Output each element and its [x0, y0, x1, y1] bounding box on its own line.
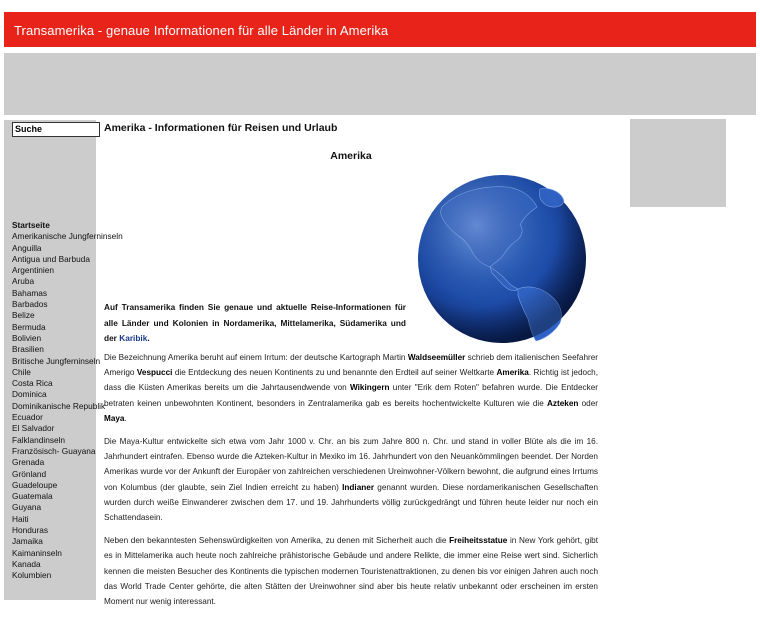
nav-item[interactable]: Amerikanische Jungferninseln	[12, 231, 123, 242]
nav-item[interactable]: Honduras	[12, 525, 48, 536]
nav-item[interactable]: Grenada	[12, 457, 45, 468]
article-body	[104, 350, 598, 617]
nav-item[interactable]: Guyana	[12, 502, 42, 513]
right-ad-box	[630, 119, 726, 207]
nav-item[interactable]: Jamaika	[12, 536, 43, 547]
paragraph-2: Die Maya-Kultur entwickelte sich etwa vom Jahr 1000 v. Chr. an bis zum Jahre 800 n. Chr. und stand in voller Blüte als die im 16. Jahrhundert eintrafen. Ebenso wurde die Azteken-Kultur in Mexiko im 16. Jahrhundert von den Neuankömmlingen beendet. Der Norden Amerikas wurde vor der Ankunft der Europäer von zahlreichen verschiedenen Ureinwohner-Völkern bewohnt, die aufgrund eines Irrtums von Kolumbus (der glaubte, sein Ziel Indien erreicht zu haben) Indianer genannt wurden. Diese nordamerikanischen Gesellschaften wurden durch weiße Einwanderer zwischen dem 17. und 19. Jahrhunderts völlig zurückgedrängt und führen heute leider nur noch ein Schattendasein.	[104, 437, 598, 523]
nav-item[interactable]: Kolumbien	[12, 570, 52, 581]
nav-item[interactable]: Grönland	[12, 468, 47, 479]
nav-item[interactable]: Argentinien	[12, 265, 54, 276]
nav-item[interactable]: Barbados	[12, 299, 48, 310]
nav-item[interactable]: Aruba	[12, 276, 35, 287]
paragraph-1: Die Bezeichnung Amerika beruht auf einem Irrtum: der deutsche Kartograph Martin Waldseemüller schrieb dem italienischen Seefahrer Amerigo Vespucci die Entdeckung des neuen Kontinents zu und benannte den Erdteil auf seiner Weltkarte Amerika. Richtig ist jedoch, dass die Küsten Amerikas bereits um die Jahrtausendwende von Wikingern unter "Erik dem Roten" befahren wurde. Die Entdecker betraten keinen unbewohnten Kontinent, besonders in Zentralamerika gab es bereits hochentwickelte Kulturen wie die Azteken oder Maya.	[104, 353, 599, 423]
nav-item[interactable]: Ecuador	[12, 412, 43, 423]
intro-text-end: .	[147, 333, 150, 343]
nav-item[interactable]: Französisch- Guayana	[12, 445, 96, 456]
nav-item[interactable]: El Salvador	[12, 423, 55, 434]
nav-item[interactable]: Bolivien	[12, 332, 42, 343]
link-karibik[interactable]: Karibik	[119, 333, 148, 343]
search-input[interactable]	[12, 122, 100, 137]
nav-item[interactable]: Kanada	[12, 558, 41, 569]
nav-item[interactable]: Bahamas	[12, 287, 48, 298]
nav-home[interactable]: Startseite	[12, 220, 50, 230]
site-title[interactable]: Transamerika - genaue Informationen für alle Länder in Amerika	[14, 23, 389, 38]
nav-item[interactable]: Brasilien	[12, 344, 44, 355]
nav-item[interactable]: Belize	[12, 310, 35, 321]
nav-item[interactable]: Dominikanische Republik	[12, 400, 106, 411]
nav-item[interactable]: Haiti	[12, 513, 29, 524]
intro-text	[104, 300, 406, 347]
main-content	[104, 120, 599, 607]
page-subtitle: Amerika	[330, 150, 372, 162]
page-title: Amerika - Informationen für Reisen und Urlaub	[104, 122, 338, 134]
site-header	[4, 12, 756, 47]
sidebar	[4, 120, 123, 600]
nav-item[interactable]: Guatemala	[12, 491, 53, 502]
nav-item[interactable]: Dominica	[12, 389, 47, 400]
intro-text-part: Auf Transamerika finden Sie genaue und aktuelle Reise-Informationen für alle Länder und Kolonien in Nordamerika, Mittelamerika, Südamerika und der	[104, 302, 406, 343]
nav-item[interactable]: Falklandinseln	[12, 434, 66, 445]
country-nav	[12, 220, 123, 582]
nav-item[interactable]: Guadeloupe	[12, 479, 58, 490]
paragraph-3: Neben den bekanntesten Sehenswürdigkeiten von Amerika, zu denen mit Sicherheit auch die Freiheitsstatue in New York gehört, gibt es in Mittelamerika auch heute noch zahlreiche prähistorische Gebäude und andere Relikte, die immer eine Reise wert sind. Sicherlich kennen die meisten Besucher des Kontinents die typischen modernen Touristenattraktionen, zu denen bis vor einigen Jahren auch noch das World Trade Center gehörte, die alten Stätten der Ureinwohner sind aber bis heute relativ unbekannt oder erscheinen im ersten Moment nur wenig interessant.	[104, 536, 599, 607]
ad-banner	[4, 53, 756, 115]
nav-item[interactable]: Bermuda	[12, 321, 46, 332]
nav-item[interactable]: Chile	[12, 366, 31, 377]
globe-image	[412, 167, 592, 347]
nav-item[interactable]: Kaimaninseln	[12, 547, 62, 558]
nav-item[interactable]: Antigua und Barbuda	[12, 253, 90, 264]
nav-item[interactable]: Costa Rica	[12, 378, 53, 389]
nav-item[interactable]: Britische Jungferninseln	[12, 355, 101, 366]
nav-item[interactable]: Anguilla	[12, 242, 42, 253]
